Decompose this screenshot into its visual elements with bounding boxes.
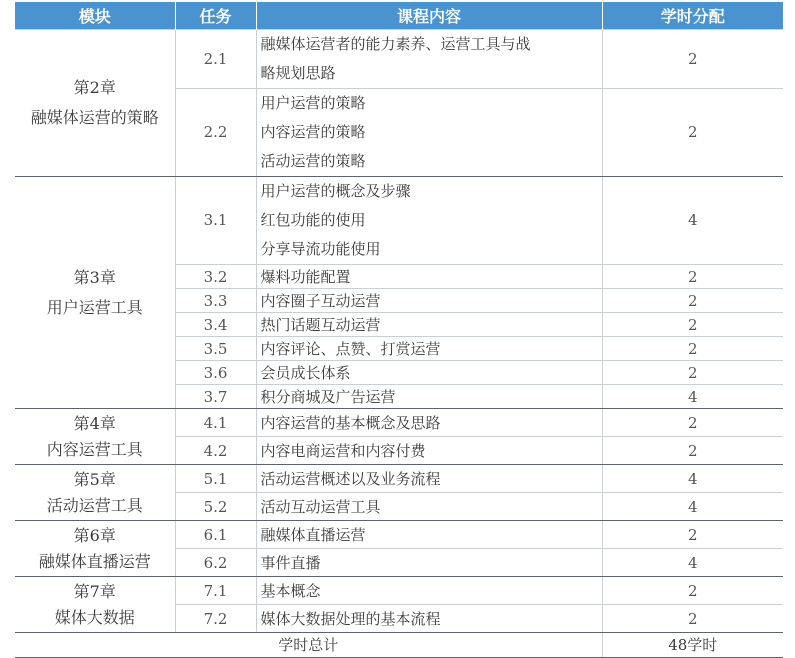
task-hours: 2 xyxy=(602,577,783,605)
task-content: 会员成长体系 xyxy=(256,361,602,385)
task-content: 活动互动运营工具 xyxy=(256,493,602,521)
task-content: 内容评论、点赞、打赏运营 xyxy=(256,337,602,361)
module-chapter: 第4章 xyxy=(73,413,116,433)
module-cell xyxy=(15,30,175,177)
module-cell xyxy=(15,465,175,521)
task-id: 3.4 xyxy=(175,313,256,337)
header-content: 课程内容 xyxy=(256,2,602,30)
module-title: 内容运营工具 xyxy=(46,439,143,459)
module-cell xyxy=(15,521,175,577)
module-chapter: 第7章 xyxy=(73,581,116,601)
task-hours: 2 xyxy=(602,289,783,313)
task-id: 7.1 xyxy=(175,577,256,605)
task-hours: 2 xyxy=(602,313,783,337)
task-id: 3.3 xyxy=(175,289,256,313)
task-content: 基本概念 xyxy=(256,577,602,605)
module-title: 融媒体运营的策略 xyxy=(30,108,159,127)
content-line: 融媒体运营者的能力素养、运营工具与战 xyxy=(260,35,531,53)
task-content: 内容圈子互动运营 xyxy=(256,289,602,313)
task-content: 媒体大数据处理的基本流程 xyxy=(256,605,602,633)
task-content: 积分商城及广告运营 xyxy=(256,385,602,409)
task-content xyxy=(256,30,602,89)
task-hours: 2 xyxy=(602,437,783,465)
task-hours: 2 xyxy=(602,361,783,385)
task-content xyxy=(256,89,602,177)
content-line: 内容运营的策略 xyxy=(260,123,366,141)
table-row xyxy=(15,409,783,437)
table-row xyxy=(15,465,783,493)
task-hours: 2 xyxy=(602,337,783,361)
table-row xyxy=(15,30,783,89)
content-line: 略规划思路 xyxy=(260,64,336,82)
task-id: 4.1 xyxy=(175,409,256,437)
module-chapter: 第6章 xyxy=(73,525,116,545)
task-hours: 2 xyxy=(602,265,783,289)
task-hours: 2 xyxy=(602,89,783,177)
task-id: 3.5 xyxy=(175,337,256,361)
task-content: 事件直播 xyxy=(256,549,602,577)
total-label: 学时总计 xyxy=(15,633,602,658)
header-task: 任务 xyxy=(175,2,256,30)
task-id: 2.2 xyxy=(175,89,256,177)
module-cell xyxy=(15,577,175,633)
task-id: 6.1 xyxy=(175,521,256,549)
module-chapter: 第3章 xyxy=(73,267,116,287)
content-line: 用户运营的策略 xyxy=(260,94,366,112)
task-id: 5.1 xyxy=(175,465,256,493)
task-id: 6.2 xyxy=(175,549,256,577)
task-hours: 2 xyxy=(602,521,783,549)
task-hours: 2 xyxy=(602,30,783,89)
total-value: 48学时 xyxy=(602,633,783,658)
task-hours: 2 xyxy=(602,409,783,437)
task-content: 融媒体直播运营 xyxy=(256,521,602,549)
task-id: 3.7 xyxy=(175,385,256,409)
module-title: 媒体大数据 xyxy=(54,607,135,627)
task-content: 爆料功能配置 xyxy=(256,265,602,289)
task-hours: 2 xyxy=(602,605,783,633)
task-hours: 4 xyxy=(602,549,783,577)
module-cell xyxy=(15,177,175,409)
total-row xyxy=(15,633,783,658)
task-content xyxy=(256,177,602,265)
course-schedule-table xyxy=(15,2,783,658)
table-row xyxy=(15,577,783,605)
task-hours: 4 xyxy=(602,177,783,265)
content-line: 活动运营的策略 xyxy=(260,152,366,170)
module-chapter: 第2章 xyxy=(73,78,116,97)
module-title: 用户运营工具 xyxy=(46,297,143,317)
task-id: 3.2 xyxy=(175,265,256,289)
task-id: 7.2 xyxy=(175,605,256,633)
task-content: 活动运营概述以及业务流程 xyxy=(256,465,602,493)
content-line: 用户运营的概念及步骤 xyxy=(260,182,411,200)
content-line: 红包功能的使用 xyxy=(260,211,366,229)
module-chapter: 第5章 xyxy=(73,469,116,489)
task-id: 3.1 xyxy=(175,177,256,265)
module-title: 活动运营工具 xyxy=(46,495,143,515)
task-hours: 4 xyxy=(602,493,783,521)
task-hours: 4 xyxy=(602,465,783,493)
table-row xyxy=(15,177,783,265)
content-line: 分享导流功能使用 xyxy=(260,240,381,258)
module-title: 融媒体直播运营 xyxy=(38,551,151,571)
task-content: 内容电商运营和内容付费 xyxy=(256,437,602,465)
header-hours: 学时分配 xyxy=(602,2,783,30)
task-hours: 4 xyxy=(602,385,783,409)
header-module: 模块 xyxy=(15,2,175,30)
table-row xyxy=(15,521,783,549)
task-content: 内容运营的基本概念及思路 xyxy=(256,409,602,437)
module-cell xyxy=(15,409,175,465)
table-header-row xyxy=(15,2,783,30)
task-id: 4.2 xyxy=(175,437,256,465)
task-id: 3.6 xyxy=(175,361,256,385)
task-id: 5.2 xyxy=(175,493,256,521)
task-content: 热门话题互动运营 xyxy=(256,313,602,337)
task-id: 2.1 xyxy=(175,30,256,89)
